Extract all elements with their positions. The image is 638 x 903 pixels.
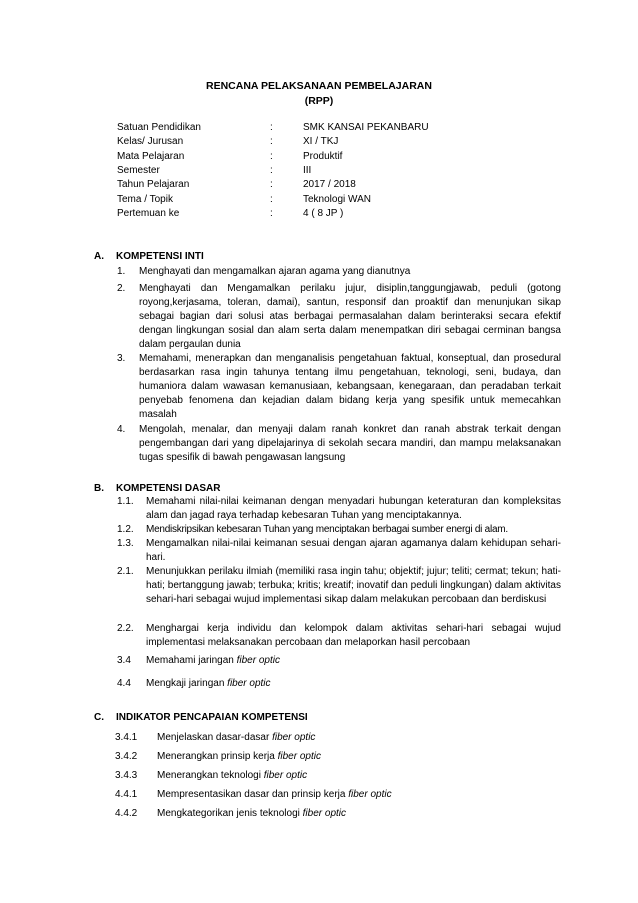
item-number: 4. [117, 424, 126, 435]
indicator-text: Menerangkan prinsip kerja fiber optic [157, 751, 321, 762]
info-label: Tema / Topik [117, 193, 173, 205]
item-number: 1. [117, 266, 126, 277]
item-text: Mengamalkan nilai-nilai keimanan sesuai dengan ajaran agamanya dalam kehidupan sehari-hari. [146, 538, 561, 564]
indicator-number: 3.4.1 [115, 732, 138, 743]
list-item [117, 537, 561, 567]
section-letter: A. [94, 251, 104, 262]
emphasis-text: fiber optic [277, 751, 321, 762]
indicator-number: 3.4.2 [115, 751, 138, 762]
item-text: Memahami nilai-nilai keimanan dengan menyadari hubungan keteraturan dan kompleksitas alam dan jagad raya terhadap kebesaran Tuhan yang menciptakannya. [146, 496, 561, 522]
emphasis-text: fiber optic [236, 655, 280, 666]
list-item [117, 352, 561, 424]
section-a-heading [94, 251, 204, 262]
info-label: Tahun Pelajaran [117, 179, 190, 191]
info-value: XI / TKJ [303, 136, 339, 148]
indicator-number: 3.4.3 [115, 770, 138, 781]
emphasis-text: fiber optic [263, 770, 308, 781]
info-label: Semester [117, 164, 160, 176]
indicator-text: Menerangkan teknologi fiber optic [157, 770, 308, 781]
info-colon: : [270, 179, 273, 191]
indicator-text: Mengkategorikan jenis teknologi fiber optic [157, 808, 347, 819]
list-item [117, 565, 561, 623]
info-value: 2017 / 2018 [303, 179, 356, 191]
indicator-text: Mempresentasikan dasar dan prinsip kerja fiber optic [157, 789, 392, 800]
indicator-text: Menjelaskan dasar-dasar fiber optic [157, 732, 316, 743]
item-number: 2. [117, 283, 126, 294]
item-text: Mengolah, menalar, dan menyaji dalam ranah konkret dan ranah abstrak terkait dengan pengembangan dari yang dipelajarinya di sekolah secara mandiri, dan mampu melaksanakan tugas spesifik di bawah pengawasan langsung [139, 424, 561, 464]
document-subtitle: (RPP) [304, 95, 334, 107]
list-item [117, 265, 561, 281]
list-item [117, 622, 561, 652]
emphasis-text: fiber optic [348, 789, 392, 800]
list-item [117, 654, 561, 670]
info-colon: : [270, 136, 273, 148]
info-value: Teknologi WAN [303, 193, 371, 205]
item-text: Memahami jaringan fiber optic [146, 655, 280, 666]
list-item [117, 495, 561, 525]
section-letter: B. [94, 483, 104, 494]
item-number: 3. [117, 353, 126, 364]
item-number: 1.2. [117, 524, 134, 535]
emphasis-text: fiber optic [302, 808, 347, 819]
info-value: 4 ( 8 JP ) [303, 207, 344, 219]
item-text: Menghayati dan Mengamalkan perilaku jujur, disiplin,tanggungjawab, peduli (gotong royong,kerjasama, toleran, damai), santun, responsif dan proaktif dan menunjukan sikap sebagai bagian dari solusi atas berbagai permasalahan dalam berinteraksi secara efektif dengan lingkungan sosial dan alam serta dalam menempatkan diri sebagai cerminan bangsa dalam pergaulan dunia [139, 283, 561, 351]
item-number: 3.4 [117, 655, 131, 666]
item-number: 4.4 [117, 678, 131, 689]
info-colon: : [270, 150, 273, 162]
info-label: Kelas/ Jurusan [117, 136, 184, 148]
indicator-number: 4.4.2 [115, 808, 138, 819]
section-c-heading [94, 712, 308, 723]
item-number: 1.3. [117, 538, 134, 549]
item-text: Memahami, menerapkan dan menganalisis pengetahuan faktual, konseptual, dan prosedural berdasarkan rasa ingin tahunya tentang ilmu pengetahuan, teknologi, seni, budaya, dan humaniora dalam wawasan kemanusiaan, kebangsaan, kenegaraan, dan peradaban terkait penyebab fenomena dan kejadian dalam bidang kerja yang spesifik untuk memecahkan masalah [139, 353, 561, 421]
section-letter: C. [94, 712, 104, 723]
item-number: 1.1. [117, 496, 134, 507]
emphasis-text: fiber optic [227, 678, 271, 689]
item-text: Menghayati dan mengamalkan ajaran agama yang dianutnya [139, 266, 411, 277]
emphasis-text: fiber optic [272, 732, 316, 743]
info-colon: : [270, 164, 273, 176]
section-title: INDIKATOR PENCAPAIAN KOMPETENSI [116, 712, 308, 723]
info-value: SMK KANSAI PEKANBARU [303, 122, 429, 133]
item-number: 2.1. [117, 566, 134, 577]
info-colon: : [270, 193, 273, 205]
item-number: 2.2. [117, 623, 134, 634]
info-label: Satuan Pendidikan [117, 122, 201, 133]
section-title: KOMPETENSI INTI [116, 251, 204, 262]
section-b-heading [94, 483, 220, 494]
item-text: Menghargai kerja individu dan kelompok dalam aktivitas sehari-hari sebagai wujud implementasi melaksanakan percobaan dan melaporkan hasil percobaan [146, 623, 561, 649]
document-title: RENCANA PELAKSANAAN PEMBELAJARAN [206, 80, 432, 92]
item-text: Mendiskripsikan kebesaran Tuhan yang menciptakan berbagai sumber energi di alam. [146, 524, 508, 535]
section-title: KOMPETENSI DASAR [116, 483, 221, 494]
item-text: Mengkaji jaringan fiber optic [146, 678, 271, 689]
list-item [117, 282, 561, 354]
info-value: Produktif [303, 150, 343, 162]
list-item [117, 423, 561, 467]
info-label: Pertemuan ke [117, 207, 180, 219]
info-label: Mata Pelajaran [117, 150, 185, 162]
info-colon: : [270, 122, 273, 133]
item-text: Menunjukkan perilaku ilmiah (memiliki rasa ingin tahu; objektif; jujur; teliti; cermat; tekun; hati-hati; bertanggung jawab; terbuka; kritis; kreatif; inovatif dan peduli lingkungan) dalam aktivitas sehari-hari sebagai wujud implementasi sikap dalam melakukan percobaan dan berdiskusi [146, 566, 561, 606]
info-value: III [303, 164, 312, 176]
info-colon: : [270, 207, 273, 219]
indicator-number: 4.4.1 [115, 789, 138, 800]
list-item [117, 677, 561, 693]
